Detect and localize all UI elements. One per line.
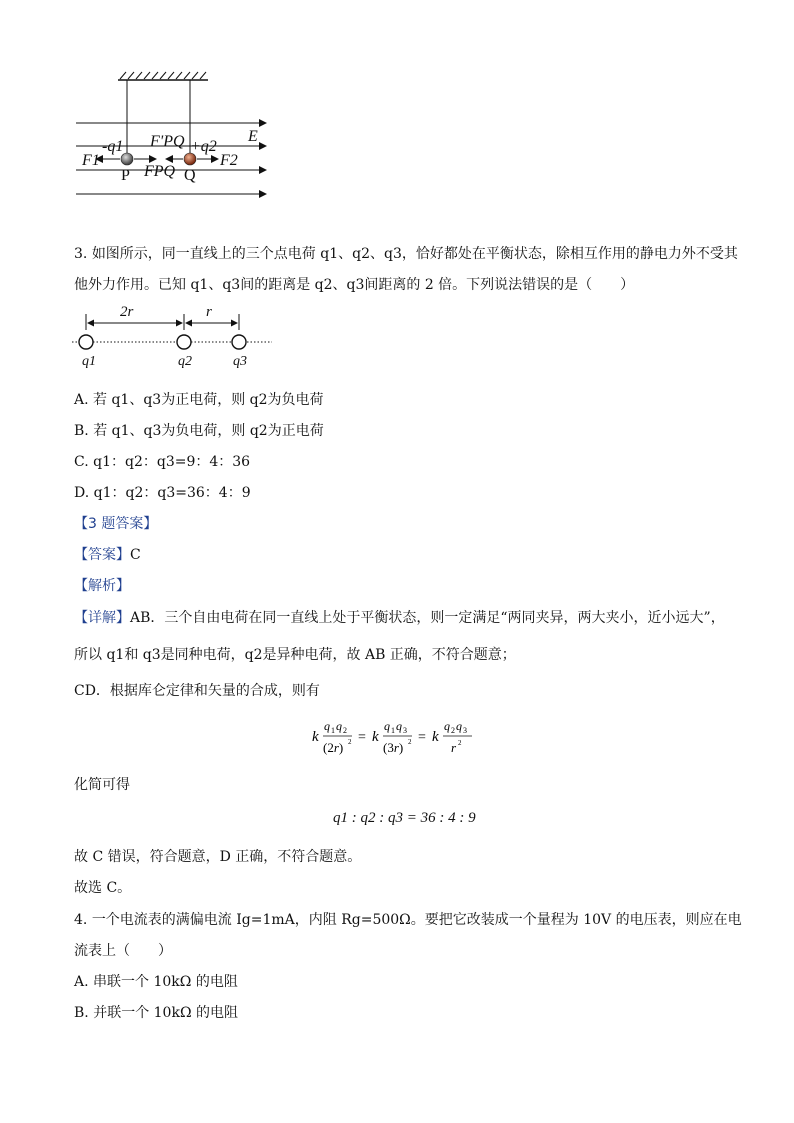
q4-stem-line1: 4. 一个电流表的满偏电流 Ig=1mA，内阻 Rg=500Ω。要把它改装成一个量程为 10V 的电压表，则应在电 [74, 912, 742, 928]
q3-conclusion: 故 C 错误，符合题意，D 正确，不符合题意。 [74, 849, 362, 865]
q4-number: 4. [74, 912, 88, 928]
q3-option-d: D. q1：q2：q3=36：4：9 [74, 485, 251, 501]
label-q3: q3 [233, 354, 247, 369]
svg-text:3: 3 [403, 726, 407, 735]
q3-detail-line2: 所以 q1和 q3是同种电荷，q2是异种电荷，故 AB 正确，不符合题意； [74, 647, 516, 663]
svg-text:q: q [396, 719, 402, 733]
svg-text:3: 3 [463, 726, 467, 735]
svg-text:k: k [312, 729, 319, 745]
label-force-pq: FPQ [144, 163, 176, 180]
label-charge-q: +q2 [190, 138, 217, 155]
coulomb-equation-svg [312, 714, 492, 760]
q3-option-a: A. 若 q1、q3为正电荷，则 q2为负电荷 [74, 392, 324, 408]
answer-label: 【答案】 [74, 547, 130, 563]
label-force-pq-prime: F'PQ [150, 133, 185, 150]
svg-text:=: = [418, 730, 426, 745]
charge-q2-circle [177, 335, 191, 349]
svg-text:q: q [456, 719, 462, 733]
svg-text:2: 2 [348, 738, 352, 746]
ratio-equation: q1 : q2 : q3 = 36 : 4 : 9 [333, 810, 476, 826]
charge-q3-circle [232, 335, 246, 349]
label-point-p: P [121, 167, 130, 184]
q3-stem-line2 [74, 275, 634, 295]
q3-simplify: 化简可得 [74, 777, 130, 793]
q3-number: 3. [74, 246, 88, 262]
svg-text:(3r): (3r) [383, 740, 404, 755]
q4-option-a: A. 串联一个 10kΩ 的电阻 [74, 974, 238, 990]
detail-label: 【详解】 [74, 610, 130, 626]
figure-suspended-charges [70, 66, 280, 206]
q3-option-b: B. 若 q1、q3为负电荷，则 q2为正电荷 [74, 423, 324, 439]
answer-value: C [130, 547, 141, 563]
label-dist-r: r [206, 304, 212, 320]
svg-text:2: 2 [458, 739, 462, 747]
svg-text:q: q [444, 719, 450, 733]
svg-text:2: 2 [451, 726, 455, 735]
label-q1: q1 [82, 354, 96, 369]
label-field-e: E [248, 128, 258, 145]
q3-stem-text2: 他外力作用。已知 q1、q3间的距离是 q2、q3间距离的 2 倍。下列说法错误的是（ ） [74, 277, 635, 293]
svg-text:=: = [358, 730, 366, 745]
label-q2: q2 [178, 354, 192, 369]
q3-analysis-header: 【解析】 [74, 578, 130, 594]
q3-answer-line [74, 545, 141, 565]
svg-text:q: q [324, 719, 330, 733]
q3-stem-line1 [74, 244, 738, 264]
svg-text:k: k [372, 729, 379, 745]
figure-three-charges [72, 306, 272, 376]
label-point-q: Q [184, 167, 196, 184]
q3-option-c: C. q1：q2：q3=9：4：36 [74, 454, 251, 470]
charge-q1-circle [79, 335, 93, 349]
q4-stem-line2: 流表上（ ） [74, 943, 172, 959]
svg-text:1: 1 [331, 726, 335, 735]
label-dist-2r: 2r [120, 304, 134, 320]
svg-text:(2r): (2r) [323, 740, 344, 755]
svg-text:q: q [384, 719, 390, 733]
svg-text:2: 2 [343, 726, 347, 735]
svg-text:1: 1 [391, 726, 395, 735]
svg-text:q: q [336, 719, 342, 733]
svg-text:2: 2 [408, 738, 412, 746]
coulomb-equation [312, 714, 492, 760]
q3-detail-line3: CD．根据库仑定律和矢量的合成，则有 [74, 683, 320, 699]
q3-final: 故选 C。 [74, 880, 132, 896]
label-force-f1: F1 [82, 152, 100, 169]
svg-text:r: r [451, 740, 457, 755]
label-charge-p: -q1 [102, 138, 124, 155]
q3-answer-header: 【3 题答案】 [74, 516, 158, 532]
label-force-f2: F2 [220, 152, 238, 169]
q4-option-b: B. 并联一个 10kΩ 的电阻 [74, 1005, 239, 1021]
svg-text:k: k [432, 729, 439, 745]
q3-detail-line1: 【详解】AB．三个自由电荷在同一直线上处于平衡状态，则一定满足“两同夹异，两大夹小，近小远大”， [74, 610, 725, 626]
q3-stem-text1: 如图所示，同一直线上的三个点电荷 q1、q2、q3，恰好都处在平衡状态，除相互作用的静电力外不受其 [91, 246, 738, 262]
